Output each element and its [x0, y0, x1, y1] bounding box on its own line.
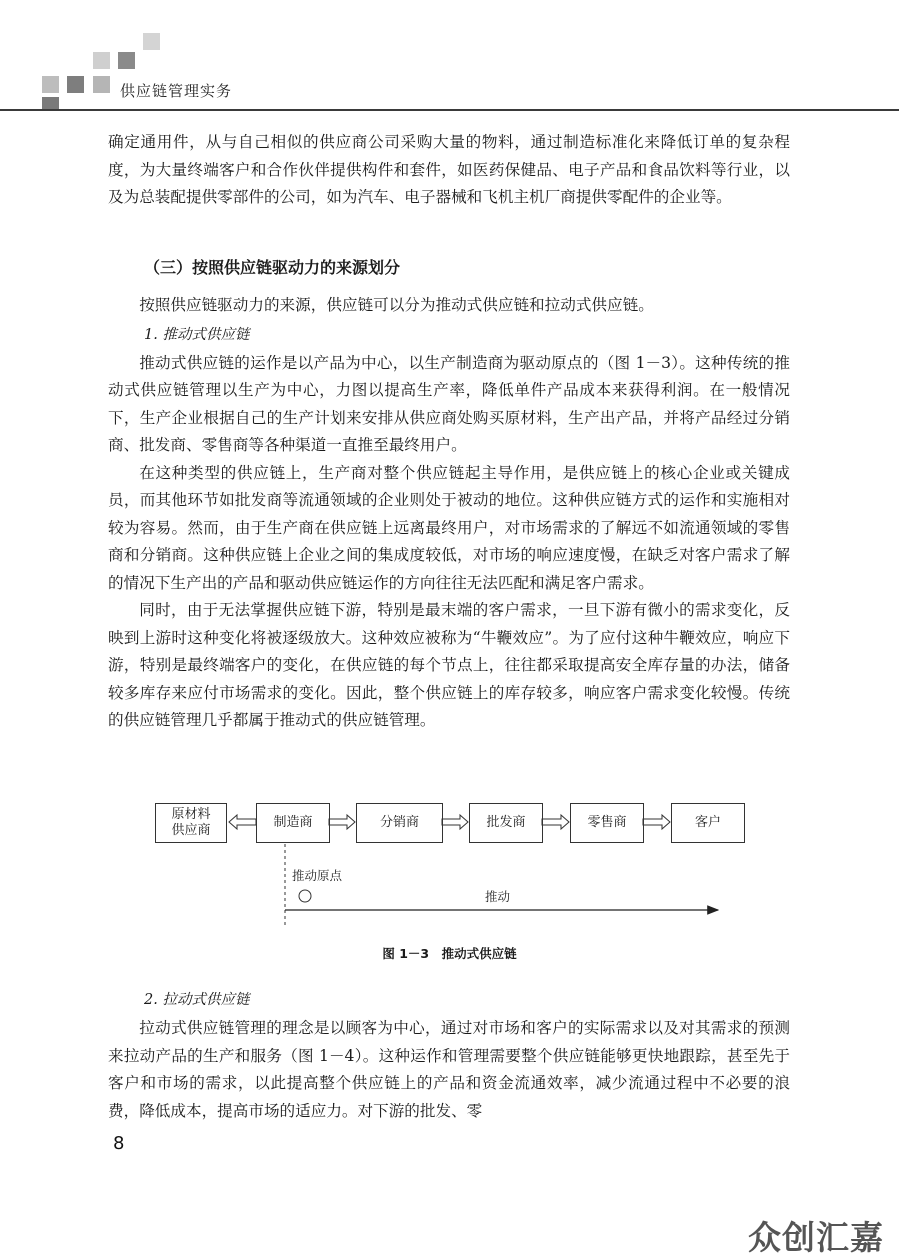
push-label: 推动 [485, 889, 511, 904]
paragraph-5: 同时，由于无法掌握供应链下游，特别是最末端的客户需求，一旦下游有微小的需求变化，反映到上游时这种变化将被逐级放大。这种效应被称为“牛鞭效应”。为了应付这种牛鞭效应，响应下游，特别是最终端客户的变化，在供应链的每个节点上，往往都采取提高安全库存量的办法，储备较多库存来应付市场需求的变化。因此，整个供应链上的库存较多，响应客户需求变化较慢。传统的供应链管理几乎都属于推动式的供应链管理。 [108, 601, 790, 729]
header-rule [0, 109, 899, 111]
node-label: 原材料 [171, 807, 211, 822]
double-arrow-icon [643, 815, 670, 829]
page-number: 8 [113, 1133, 125, 1154]
diagram-arrows [155, 800, 745, 930]
double-arrow-icon [442, 815, 468, 829]
section-title: （三）按照供应链驱动力的来源划分 [144, 258, 401, 277]
node-label: 分销商 [379, 815, 419, 830]
double-arrow-icon [542, 815, 569, 829]
double-arrow-icon [229, 815, 256, 829]
node-label: 制造商 [273, 815, 313, 830]
text-block-top [108, 129, 790, 212]
watermark-logo: 众创汇嘉 [748, 1218, 884, 1257]
node-label: 客户 [694, 815, 721, 830]
origin-circle-icon [299, 890, 311, 902]
figure-caption: 图 1－3 推动式供应链 [382, 946, 517, 961]
text-block-bottom [108, 988, 790, 1125]
running-header-title: 供应链管理实务 [120, 82, 233, 100]
paragraph-6: 拉动式供应链管理的理念是以顾客为中心，通过对市场和客户的实际需求以及对其需求的预测来拉动产品的生产和服务（图 1－4）。这种运作和管理需要整个供应链能够更快地跟踪，甚至先于客户和市场的需求，以此提高整个供应链上的产品和资金流通效率，减少流通过程中不必要的浪费，降低成本，提高市场的适应力。对下游的批发、零 [108, 1019, 790, 1120]
node-label: 供应商 [171, 823, 211, 838]
paragraph-4: 在这种类型的供应链上，生产商对整个供应链起主导作用，是供应链上的核心企业或关键成员，而其他环节如批发商等流通领域的企业则处于被动的地位。这种供应链方式的运作和实施相对较为容易。然而，由于生产商在供应链上远离最终用户，对市场需求的了解远不如流通领域的零售商和分销商。这种供应链上企业之间的集成度较低，对市场的响应速度慢，在缺乏对客户需求了解的情况下生产出的产品和驱动供应链运作的方向往往无法匹配和满足客户需求。 [108, 463, 790, 592]
subheading-pull: 2. 拉动式供应链 [144, 992, 250, 1008]
paragraph-1: 确定通用件，从与自己相似的供应商公司采购大量的物料，通过制造标准化来降低订单的复杂程度，为大量终端客户和合作伙伴提供构件和套件，如医药保健品、电子产品和食品饮料等行业，以及为总装配提供零部件的公司，如为汽车、电子器械和飞机主机厂商提供零配件的企业等。 [108, 133, 790, 206]
subheading-push: 1. 推动式供应链 [144, 326, 250, 343]
node-label: 批发商 [486, 815, 526, 830]
node-label: 零售商 [587, 815, 627, 830]
text-block-main [108, 292, 790, 735]
origin-label: 推动原点 [292, 868, 343, 883]
paragraph-2: 按照供应链驱动力的来源，供应链可以分为推动式供应链和拉动式供应链。 [139, 296, 654, 314]
push-supply-chain-diagram [155, 800, 745, 930]
section-heading-block [108, 255, 790, 278]
double-arrow-icon [329, 815, 355, 829]
paragraph-3: 推动式供应链的运作是以产品为中心，以生产制造商为驱动原点的（图 1－3）。这种传统的推动式供应链管理以生产为中心，力图以提高生产率，降低单件产品成本来获得利润。在一般情况下，生产企业根据自己的生产计划来安排从供应商处购买原材料，生产出产品，并将产品经过分销商、批发商、零售商等各种渠道一直推至最终用户。 [108, 353, 790, 454]
